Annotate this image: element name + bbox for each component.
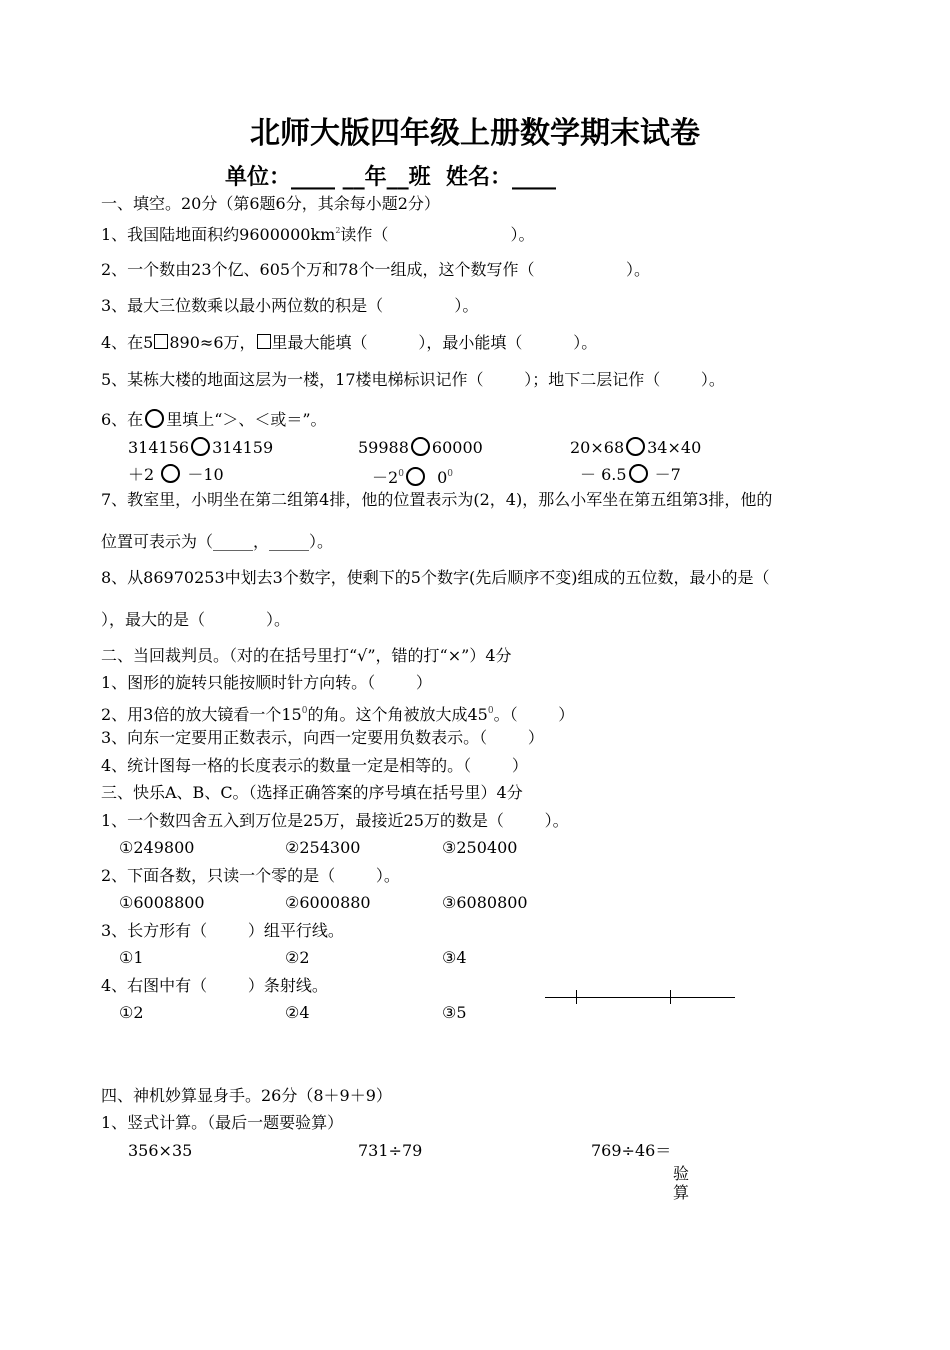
option: ①6008800 — [119, 893, 205, 912]
option: ①1 — [119, 948, 144, 967]
question-1-8a: 8、从86970253中划去3个数字，使剩下的5个数字(先后顺序不变)组成的五位数，最小的是（ — [101, 568, 770, 587]
question-4-1: 1、竖式计算。（最后一题要验算） — [101, 1113, 344, 1132]
page-title: 北师大版四年级上册数学期末试卷 — [250, 116, 700, 151]
ray-figure-point — [576, 990, 577, 1004]
circle-icon — [406, 467, 425, 486]
blank-square-icon — [257, 334, 271, 349]
compare-1: 314156 314159 — [128, 438, 274, 457]
option: ②6000880 — [285, 893, 371, 912]
question-1-3: 3、最大三位数乘以最小两位数的积是（ ）。 — [101, 296, 479, 315]
option: ③250400 — [442, 838, 518, 857]
compare-4: ＋2 －10 — [128, 465, 224, 484]
compare-2: 59988 60000 — [358, 438, 483, 457]
ray-figure-point — [670, 990, 671, 1004]
expression-3: 769÷46＝ — [591, 1141, 672, 1160]
question-2-4: 4、统计图每一格的长度表示的数量一定是相等的。（ ） — [101, 756, 528, 775]
check-label: 验 算 — [673, 1164, 690, 1202]
question-3-4: 4、右图中有（ ）条射线。 — [101, 976, 328, 995]
question-1-8b: ），最大的是（ ）。 — [101, 610, 291, 629]
question-1-7b: 位置可表示为（_____，_____）。 — [101, 532, 334, 551]
section4-header: 四、神机妙算显身手。26分（8＋9＋9） — [101, 1086, 392, 1105]
option: ③5 — [442, 1003, 467, 1022]
option: ①249800 — [119, 838, 195, 857]
section1-header: 一、填空。20分（第6题6分，其余每小题2分） — [101, 194, 440, 213]
question-2-2: 2、用3倍的放大镜看一个$15^0$的角。这个角被放大成$45^0$。（ ） — [101, 705, 575, 724]
question-3-2: 2、下面各数，只读一个零的是（ ）。 — [101, 866, 400, 885]
compare-5: $-2^0$ $0^0$ — [372, 468, 454, 487]
circle-icon — [145, 409, 164, 428]
circle-icon — [629, 464, 648, 483]
question-1-6: 6、在 里填上“＞、＜或＝”。 — [101, 410, 327, 429]
section2-header: 二、当回裁判员。（对的在括号里打“√”，错的打“×”）4分 — [101, 646, 512, 665]
option: ②254300 — [285, 838, 361, 857]
compare-6: － 6.5 －7 — [580, 465, 681, 484]
question-2-3: 3、向东一定要用正数表示，向西一定要用负数表示。（ ） — [101, 728, 544, 747]
question-1-4: 4、在5 890≈6万， 里最大能填（ ），最小能填（ ）。 — [101, 333, 598, 352]
question-1-1: 1、我国陆地面积约$9600000km^2$读作（ ）。 — [101, 225, 535, 244]
option: ①2 — [119, 1003, 144, 1022]
question-1-2: 2、一个数由23个亿、605个万和78个一组成，这个数写作（ ）。 — [101, 260, 650, 279]
section3-header: 三、快乐A、B、C。（选择正确答案的序号填在括号里）4分 — [101, 783, 523, 802]
circle-icon — [191, 437, 210, 456]
circle-icon — [626, 437, 645, 456]
question-2-1: 1、图形的旋转只能按顺时针方向转。（ ） — [101, 673, 432, 692]
option: ③6080800 — [442, 893, 528, 912]
question-3-1: 1、一个数四舍五入到万位是25万，最接近25万的数是（ ）。 — [101, 811, 569, 830]
circle-icon — [161, 464, 180, 483]
question-1-5: 5、某栋大楼的地面这层为一楼，17楼电梯标识记作（ ）；地下二层记作（ ）。 — [101, 370, 725, 389]
option: ③4 — [442, 948, 467, 967]
student-info-line: 单位：____ __年__班 姓名：____ — [225, 164, 556, 190]
blank-square-icon — [154, 334, 168, 349]
circle-icon — [411, 437, 430, 456]
option: ②4 — [285, 1003, 310, 1022]
question-3-3: 3、长方形有（ ）组平行线。 — [101, 921, 344, 940]
compare-3: 20×68 34×40 — [570, 438, 702, 457]
ray-figure-line — [545, 997, 735, 998]
expression-1: 356×35 — [128, 1141, 193, 1160]
question-1-7a: 7、教室里，小明坐在第二组第4排，他的位置表示为(2，4)，那么小军坐在第五组第3排，他的 — [101, 490, 773, 509]
option: ②2 — [285, 948, 310, 967]
expression-2: 731÷79 — [358, 1141, 423, 1160]
